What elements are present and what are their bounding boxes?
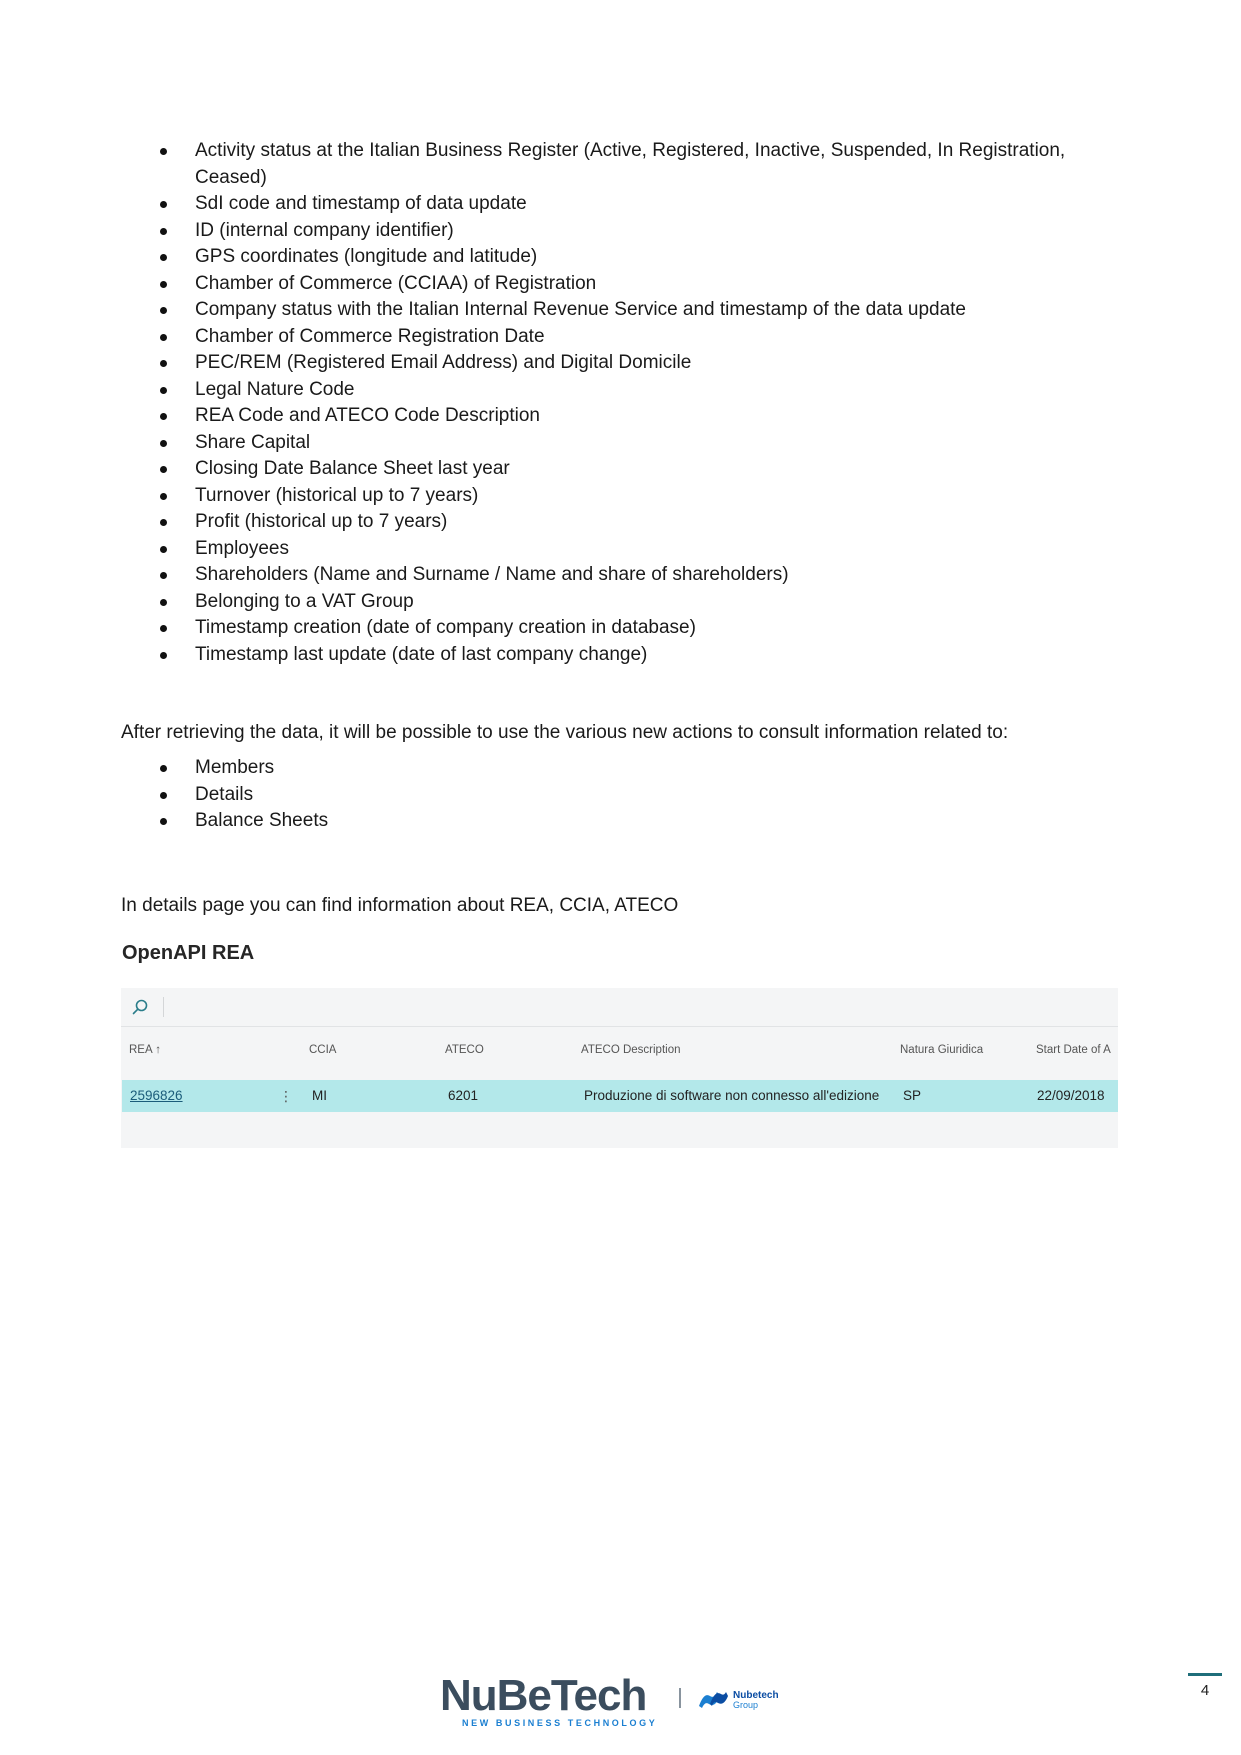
list-item-balance-sheets: Balance Sheets	[160, 808, 328, 835]
column-header-ateco[interactable]: ATECO	[445, 1044, 484, 1056]
list-item: PEC/REM (Registered Email Address) and Digital Domicile	[160, 350, 1090, 377]
cell-start-date: 22/09/2018	[1037, 1088, 1105, 1103]
search-icon[interactable]	[131, 998, 149, 1016]
column-header-ateco-description[interactable]: ATECO Description	[581, 1044, 681, 1056]
cell-natura-giuridica: SP	[903, 1088, 922, 1103]
rea-table-screenshot	[121, 988, 1118, 1148]
nubetech-group-icon	[699, 1692, 728, 1708]
page-number-block	[1188, 1673, 1222, 1699]
list-item: ID (internal company identifier)	[160, 218, 1090, 245]
page-number-rule	[1188, 1673, 1222, 1676]
column-header-natura-giuridica[interactable]: Natura Giuridica	[900, 1044, 984, 1056]
list-item: REA Code and ATECO Code Description	[160, 403, 1090, 430]
list-item: Legal Nature Code	[160, 377, 1090, 404]
actions-list	[160, 755, 328, 835]
list-item: SdI code and timestamp of data update	[160, 191, 1090, 218]
table-row[interactable]	[122, 1080, 1118, 1112]
details-paragraph: In details page you can find information about REA, CCIA, ATECO	[121, 895, 679, 916]
logo-tagline: NEW BUSINESS TECHNOLOGY	[462, 1718, 658, 1728]
list-item: Closing Date Balance Sheet last year	[160, 456, 1090, 483]
list-item: Shareholders (Name and Surname / Name and share of shareholders)	[160, 562, 1090, 589]
list-item: Timestamp last update (date of last company change)	[160, 642, 1090, 669]
list-item: Timestamp creation (date of company creation in database)	[160, 615, 1090, 642]
cell-ateco-description: Produzione di software non connesso all'edizione	[584, 1088, 880, 1103]
group-label: Group	[733, 1700, 759, 1710]
list-item: Chamber of Commerce (CCIAA) of Registration	[160, 271, 1090, 298]
toolbar-divider	[163, 997, 164, 1017]
list-item: GPS coordinates (longitude and latitude)	[160, 244, 1090, 271]
logo-text: NuBeTech	[440, 1671, 647, 1720]
section-title: OpenAPI REA	[122, 942, 255, 964]
row-actions-icon[interactable]: ⋮	[279, 1088, 293, 1104]
list-item: Employees	[160, 536, 1090, 563]
nubetech-logo	[440, 1670, 800, 1730]
group-name: Nubetech	[733, 1690, 779, 1701]
data-fields-list	[160, 138, 1090, 668]
column-header-ccia[interactable]: CCIA	[309, 1044, 337, 1056]
list-item: Turnover (historical up to 7 years)	[160, 483, 1090, 510]
table-header	[121, 1044, 1118, 1068]
list-item: Activity status at the Italian Business Register (Active, Registered, Inactive, Suspended, In Registration, Ceased)	[160, 138, 1090, 191]
list-item-details: Details	[160, 782, 328, 809]
after-retrieval-paragraph: After retrieving the data, it will be possible to use the various new actions to consult information related to:	[121, 722, 1009, 743]
column-header-start-date[interactable]: Start Date of A	[1036, 1044, 1111, 1056]
nubetech-logo-mark	[440, 1670, 800, 1730]
cell-ccia: MI	[312, 1088, 327, 1103]
column-header-rea[interactable]: REA ↑	[129, 1044, 161, 1056]
list-item: Chamber of Commerce Registration Date	[160, 324, 1090, 351]
table-toolbar	[121, 988, 1118, 1027]
cell-ateco: 6201	[448, 1088, 479, 1103]
rea-link[interactable]: 2596826	[130, 1088, 183, 1103]
list-item: Profit (historical up to 7 years)	[160, 509, 1090, 536]
list-item: Share Capital	[160, 430, 1090, 457]
list-item-members: Members	[160, 755, 328, 782]
list-item: Belonging to a VAT Group	[160, 589, 1090, 616]
list-item: Company status with the Italian Internal Revenue Service and timestamp of the data update	[160, 297, 1090, 324]
page-number: 4	[1200, 1682, 1210, 1699]
